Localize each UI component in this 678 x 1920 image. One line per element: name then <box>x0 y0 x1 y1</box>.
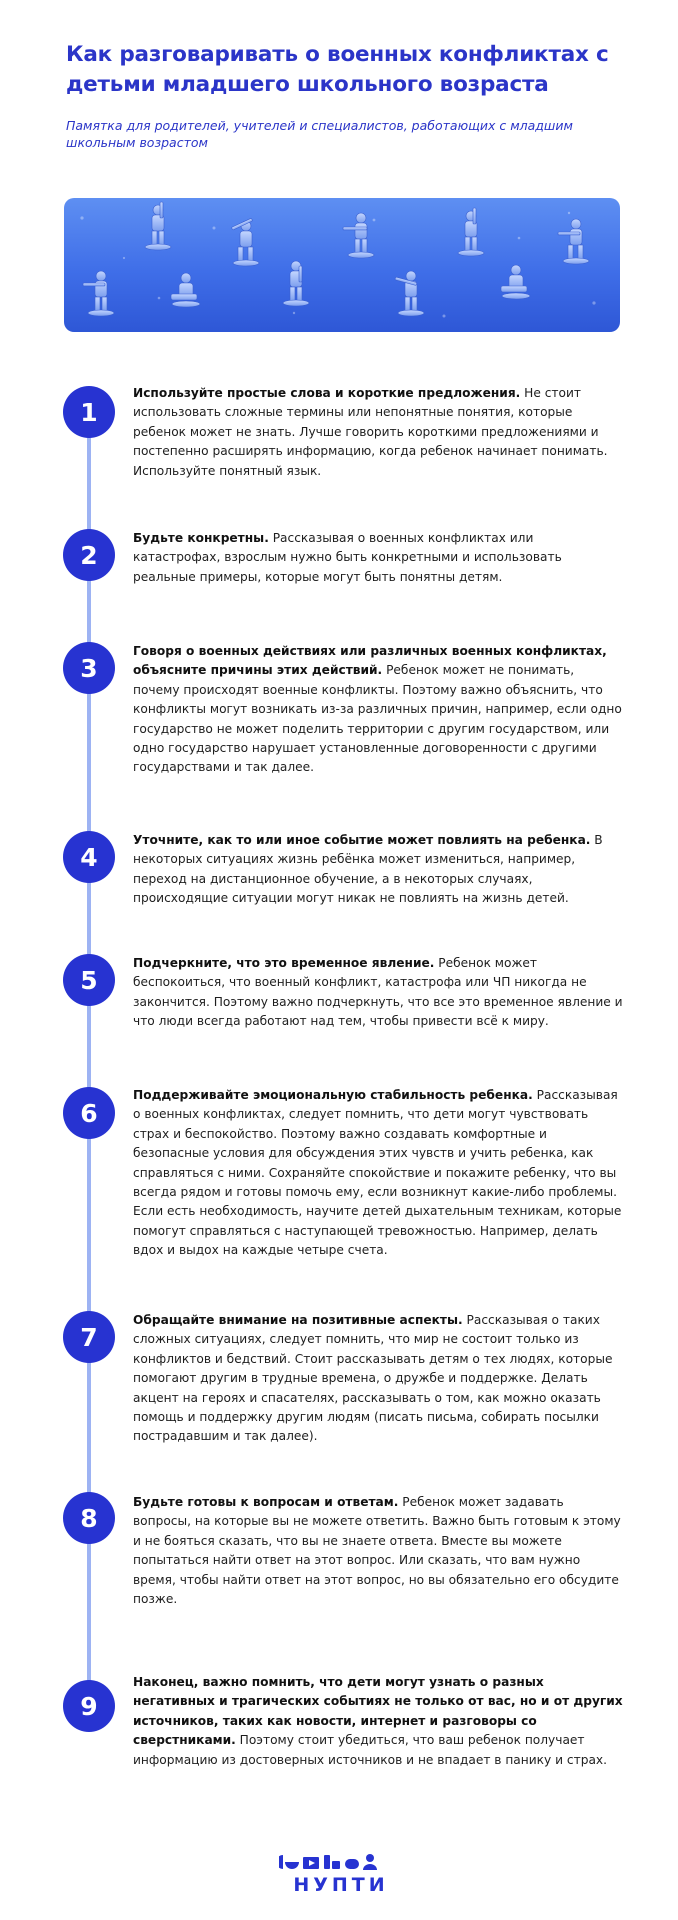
step-6-body: Рассказывая о военных конфликтах, следует помнить, что дети могут чувствовать страх и беспокойство. Поэтому важно создавать комфортные и безопасные условия для обсуждения этих чувств и учить ребенка, как справляться с ними. Сохраняйте спокойствие и покажите ребенку, что вы всегда рядом и готовы помочь ему, если возникнут какие-либо проблемы. Если есть необходимость, научите детей дыхательным техникам, которые помогут справляться с наступающей тревожностью. Например, делать вдох и выдох на каждые четыре счета. <box>133 1088 622 1258</box>
step-7-body: Рассказывая о таких сложных ситуациях, следует помнить, что мир не состоит только из конфликтов и бедствий. Стоит рассказывать детям о тех людях, которые помогают другим в трудные времена, о дружбе и поддержке. Делать акцент на героях и спасателях, рассказывать о том, как можно оказать помощь и поддержку другим людям (писать письма, собирать посылки пострадавшим и так далее). <box>133 1313 613 1444</box>
step-8-heading: Будьте готовы к вопросам и ответам. <box>133 1495 399 1509</box>
step-7-text <box>133 1311 623 1447</box>
step-number-circle: 9 <box>63 1680 115 1732</box>
step-number-circle: 2 <box>63 529 115 581</box>
logo-shapes-icon <box>279 1853 403 1871</box>
step-4-body: В некоторых ситуациях жизнь ребёнка может измениться, например, переход на дистанционное обучение, а в некоторых случаях, происходящие ситуации могут никак не повлиять на жизнь детей. <box>133 833 603 906</box>
step-5-body: Ребенок может беспокоиться, что военный конфликт, катастрофа или ЧП никогда не закончится. Поэтому важно подчеркнуть, что все это временное явление и что люди всегда работают над тем, чтобы привести всё к миру. <box>133 956 623 1029</box>
nupti-logo <box>279 1853 403 1897</box>
step-number-circle: 5 <box>63 954 115 1006</box>
step-number-circle: 8 <box>63 1492 115 1544</box>
page-title: Как разговаривать о военных конфликтах с детьми младшего школьного возраста <box>66 42 609 97</box>
toy-soldiers-illustration <box>64 198 620 332</box>
step-6-text <box>133 1086 623 1261</box>
step-7-heading: Обращайте внимание на позитивные аспекты. <box>133 1313 463 1327</box>
step-number-circle: 4 <box>63 831 115 883</box>
step-8-text <box>133 1493 623 1609</box>
step-3-text <box>133 642 623 778</box>
step-1-heading: Используйте простые слова и короткие предложения. <box>133 386 521 400</box>
step-2-heading: Будьте конкретны. <box>133 531 269 545</box>
step-9-body: Поэтому стоит убедиться, что ваш ребенок получает информацию из достоверных источников и не впадает в панику и страх. <box>133 1733 608 1767</box>
step-number-circle: 3 <box>63 642 115 694</box>
step-3-heading: Говоря о военных действиях или различных военных конфликтах, объясните причины этих действий. <box>133 644 607 678</box>
step-2-text <box>133 529 623 587</box>
step-4-text <box>133 831 623 909</box>
step-number-circle: 1 <box>63 386 115 438</box>
page-subtitle: Памятка для родителей, учителей и специалистов, работающих с младшим школьным возрастом <box>66 118 573 150</box>
step-2-body: Рассказывая о военных конфликтах или катастрофах, взрослым нужно быть конкретными и использовать реальные примеры, которые могут быть понятны детям. <box>133 531 562 584</box>
step-5-heading: Подчеркните, что это временное явление. <box>133 956 435 970</box>
step-1-body: Не стоит использовать сложные термины или непонятные понятия, которые ребенок может не знать. Лучше говорить короткими предложениями и постепенно расширять информацию, когда ребенок начинает понимать. Используйте понятный язык. <box>133 386 608 478</box>
step-3-body: Ребенок может не понимать, почему происходят военные конфликты. Поэтому важно объяснить, что конфликты могут возникать из-за различных причин, например, если одно государство не может поделить территории с другим государством, или одно государство нарушает установленные договоренности с другими государствами и так далее. <box>133 663 622 775</box>
step-6-heading: Поддерживайте эмоциональную стабильность ребенка. <box>133 1088 533 1102</box>
toy-soldiers-banner <box>64 198 620 332</box>
step-5-text <box>133 954 623 1032</box>
step-9-text <box>133 1673 623 1770</box>
step-1-text <box>133 384 623 481</box>
step-number-circle: 6 <box>63 1087 115 1139</box>
step-4-heading: Уточните, как то или иное событие может повлиять на ребенка. <box>133 833 591 847</box>
step-number-circle: 7 <box>63 1311 115 1363</box>
step-8-body: Ребенок может задавать вопросы, на которые вы не можете ответить. Важно быть готовым к этому и не бояться сказать, что вы не знаете ответа. Вместе вы можете попытаться найти ответ на этот вопрос. Или сказать, что вам нужно время, чтобы найти ответ на этот вопрос, но вы обязательно его обсудите позже. <box>133 1495 621 1607</box>
step-9-heading: Наконец, важно помнить, что дети могут узнать о разных негативных и трагических событиях не только от вас, но и от других источников, таких как новости, интернет и разговоры со сверстниками. <box>133 1675 623 1748</box>
logo-glyphs-icon <box>279 1853 403 1871</box>
logo-wordmark: НУПТИ <box>293 1874 389 1896</box>
